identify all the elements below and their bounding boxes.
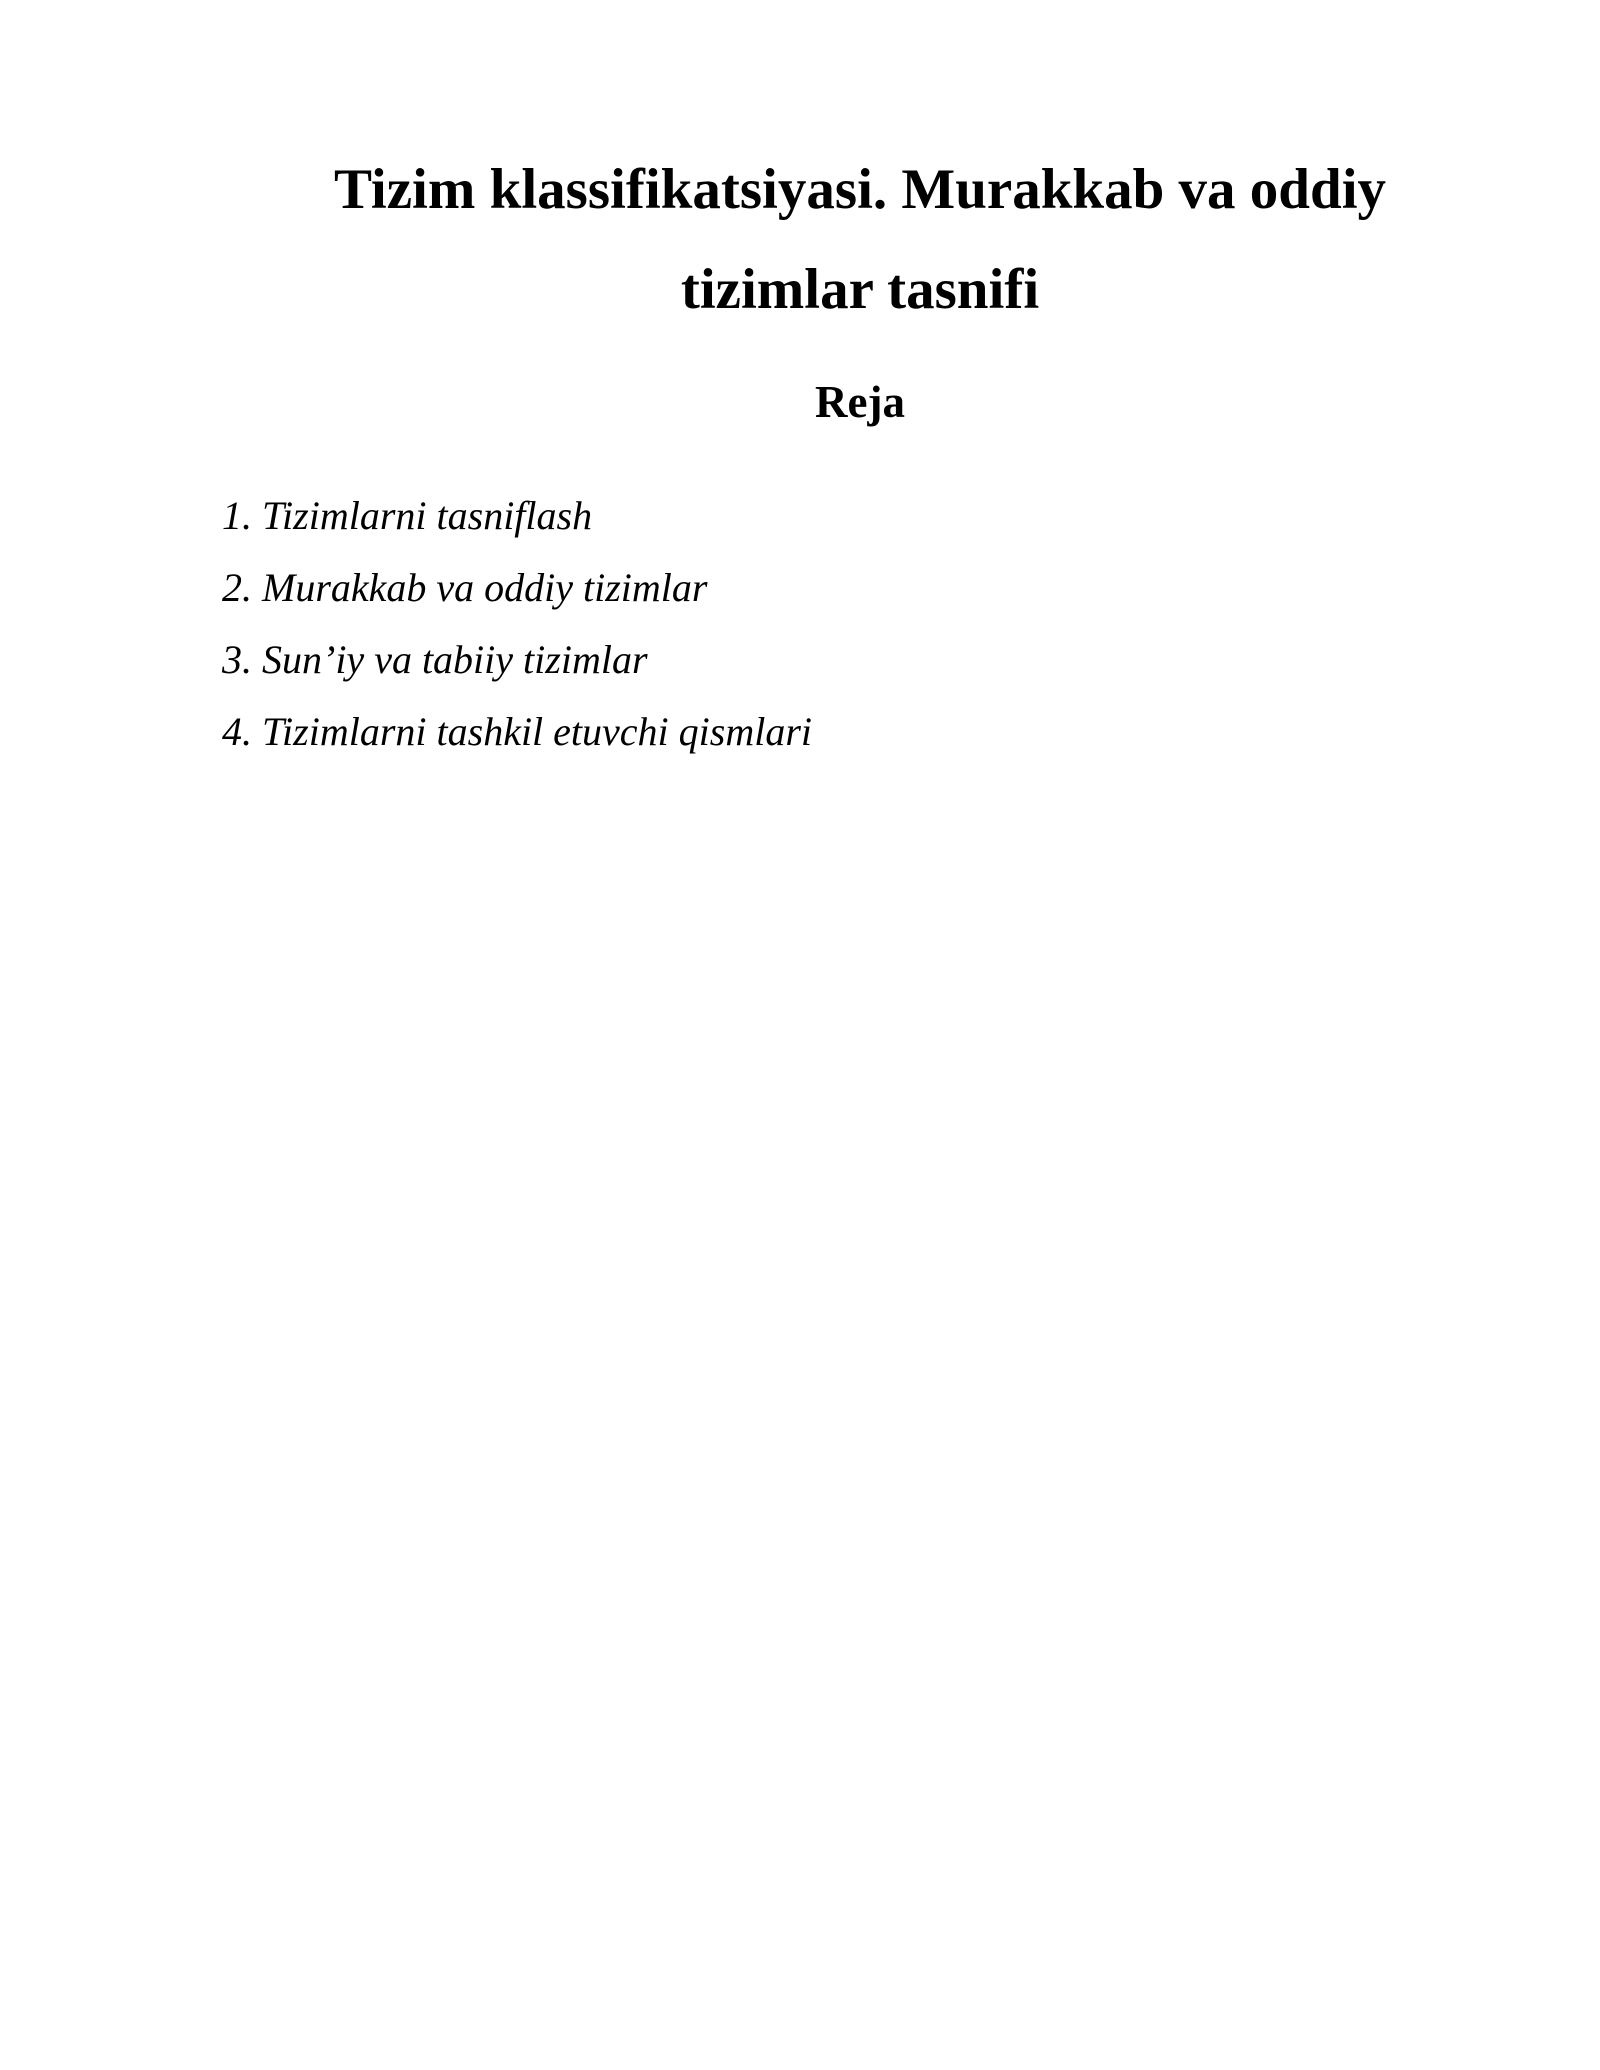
document-title <box>220 140 1500 340</box>
plan-item: 2. Murakkab va oddiy tizimlar <box>222 565 708 610</box>
document-title-line-2: tizimlar tasnifi <box>680 258 1040 321</box>
document-title-line-1: Tizim klassifikatsiyasi. Murakkab va oddiy <box>333 158 1387 221</box>
plan-heading: Reja <box>815 377 905 427</box>
plan-item: 1. Tizimlarni tasniflash <box>222 493 593 538</box>
plan-item: 3. Sun’iy va tabiiy tizimlar <box>222 637 648 682</box>
plan-item: 4. Tizimlarni tashkil etuvchi qismlari <box>222 709 813 754</box>
plan-list <box>222 483 812 771</box>
